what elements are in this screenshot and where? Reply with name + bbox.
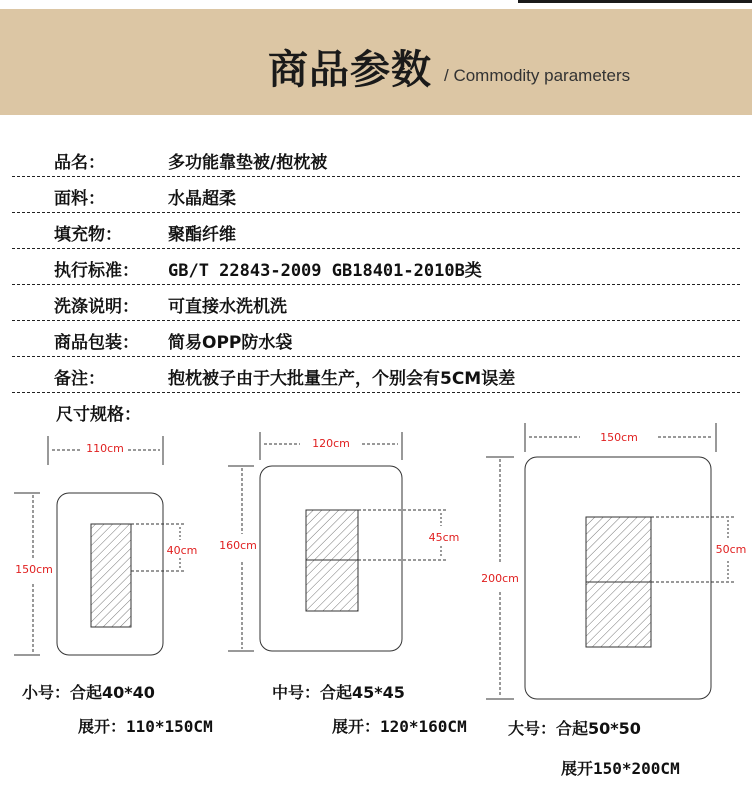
- size-diagram: [0, 420, 752, 720]
- large-diagram: [481, 423, 746, 699]
- large-height-label: 200cm: [481, 572, 519, 585]
- large-folded-caption: 大号：合起50*50: [508, 719, 641, 738]
- param-row-filling: [12, 212, 740, 249]
- param-row-fabric: [12, 176, 740, 213]
- param-value: 简易OPP防水袋: [168, 333, 293, 353]
- size-heading: 尺寸规格：: [56, 405, 141, 425]
- param-label: 执行标准：: [54, 261, 139, 281]
- param-row-washing: [12, 284, 740, 321]
- large-width-label: 150cm: [600, 431, 638, 444]
- param-value: 聚酯纤维: [168, 225, 236, 245]
- param-value: 可直接水洗机洗: [168, 297, 287, 317]
- param-value: GB/T 22843-2009 GB18401-2010B类: [168, 261, 482, 281]
- small-open-caption: 展开：110*150CM: [78, 717, 213, 736]
- param-label: 面料：: [54, 189, 105, 209]
- medium-width-label: 120cm: [312, 437, 350, 450]
- param-row-remark: [12, 356, 740, 393]
- param-label: 备注：: [54, 369, 105, 389]
- medium-open-caption: 展开：120*160CM: [332, 717, 467, 736]
- medium-height-label: 160cm: [219, 539, 257, 552]
- large-pillow-label: 50cm: [715, 543, 747, 556]
- param-label: 洗涤说明：: [54, 297, 139, 317]
- page-title: 商品参数: [268, 47, 432, 93]
- param-label: 品名：: [54, 153, 105, 173]
- param-label: 商品包装：: [54, 333, 139, 353]
- medium-diagram: [219, 432, 459, 651]
- small-width-label: 110cm: [86, 442, 124, 455]
- param-row-standard: [12, 248, 740, 285]
- medium-pillow-label: 45cm: [428, 531, 460, 544]
- small-diagram: [14, 436, 197, 655]
- param-label: 填充物：: [54, 225, 122, 245]
- small-pillow-label: 40cm: [166, 544, 198, 557]
- param-row-packaging: [12, 320, 740, 357]
- param-value: 水晶超柔: [168, 189, 236, 209]
- param-value: 抱枕被子由于大批量生产，个别会有5CM误差: [168, 369, 516, 389]
- large-open-caption: 展开150*200CM: [561, 759, 680, 778]
- page-subtitle: / Commodity parameters: [444, 66, 631, 85]
- param-row-name: [12, 140, 740, 177]
- param-value: 多功能靠垫被/抱枕被: [168, 153, 328, 173]
- medium-folded-caption: 中号：合起45*45: [272, 683, 405, 702]
- small-folded-caption: 小号：合起40*40: [22, 683, 155, 702]
- small-height-label: 150cm: [15, 563, 53, 576]
- top-rule: [518, 0, 752, 3]
